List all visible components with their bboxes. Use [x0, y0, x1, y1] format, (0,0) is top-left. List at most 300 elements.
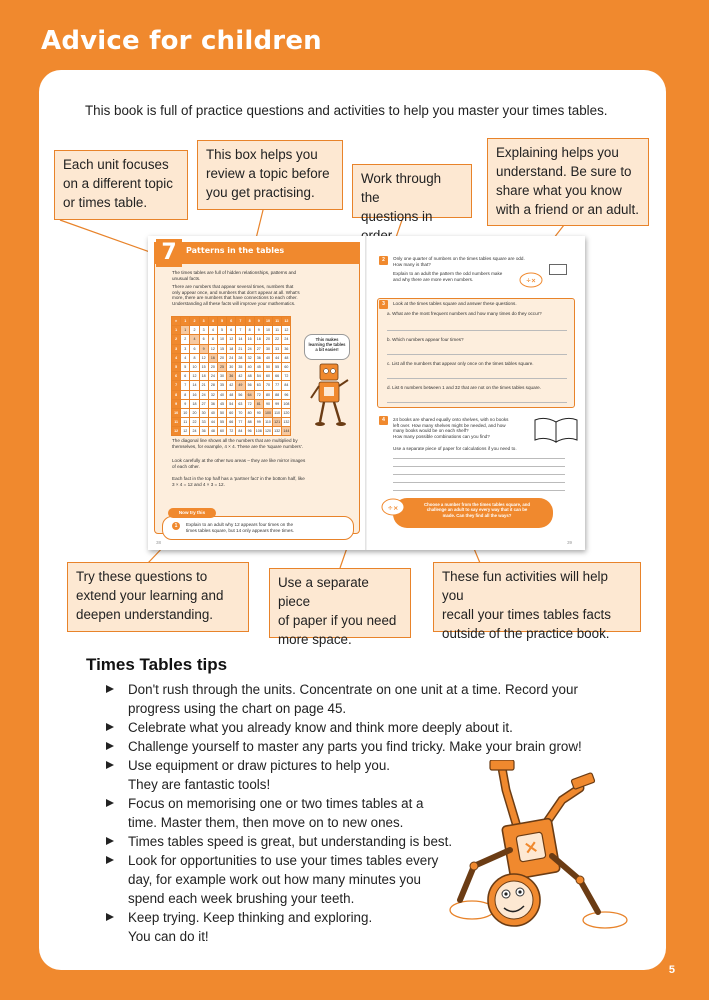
callout-line: These fun activities will help you: [442, 569, 608, 603]
grid-cell: 7: [181, 381, 190, 390]
tip-item: [106, 680, 596, 718]
grid-cell: 16: [245, 335, 254, 344]
grid-cell: 72: [282, 372, 291, 381]
grid-cell: 10: [190, 362, 199, 371]
grid-cell: 55: [217, 418, 226, 427]
callout-line: Each unit focuses: [63, 157, 169, 172]
grid-cell: 3: [199, 326, 208, 335]
now-try-text: [186, 522, 346, 533]
answer-line: [393, 466, 565, 467]
grid-cell: 2: [190, 317, 199, 326]
sample-line: only appear once, and numbers that don't appear at all. What's: [172, 289, 300, 295]
grid-cell: 42: [236, 372, 245, 381]
svg-text:÷×: ÷×: [387, 504, 399, 512]
grid-cell: 60: [227, 408, 236, 417]
grid-cell: 110: [273, 408, 282, 417]
grid-cell: 21: [199, 381, 208, 390]
grid-cell: 50: [217, 408, 226, 417]
grid-cell: 30: [217, 372, 226, 381]
sample-line: Explain to an adult why 12 appears four times on the: [186, 522, 293, 527]
sample-line: Understanding all these facts will improve your mathematics.: [172, 300, 296, 306]
grid-cell: 4: [208, 317, 217, 326]
grid-cell: 54: [254, 372, 263, 381]
answer-line: [387, 402, 567, 403]
q2-answer-box: [549, 264, 567, 275]
grid-cell: 12: [282, 326, 291, 335]
sample-right-page: [367, 236, 585, 550]
tip-line: time. Master them, then move on to new ones.: [128, 815, 404, 830]
grid-cell: 36: [282, 344, 291, 353]
right-page-number: 39: [567, 540, 573, 545]
sample-line: more, there are numbers that have connections to each other.: [172, 295, 298, 301]
sample-left-page: [148, 236, 366, 550]
grid-row: [172, 390, 291, 399]
grid-cell: 64: [245, 390, 254, 399]
grid-cell: 36: [199, 427, 208, 436]
answer-line: [387, 330, 567, 331]
grid-cell: 35: [217, 381, 226, 390]
grid-cell: 33: [273, 344, 282, 353]
now-try-number: 1: [172, 522, 180, 530]
q3-intro: Look at the times tables square and answer these questions.: [393, 301, 517, 306]
q3d: d. List 6 numbers between 1 and 32 that are not on the times tables square.: [387, 385, 541, 390]
grid-cell: 33: [199, 418, 208, 427]
times-tables-square: [171, 316, 291, 436]
robot-speech-bubble: [304, 334, 350, 360]
grid-cell: 2: [190, 326, 199, 335]
callout-fun: [433, 562, 641, 641]
grid-cell: 8: [181, 390, 190, 399]
grid-cell: 40: [263, 353, 272, 362]
tip-line: spend each week brushing your teeth.: [128, 891, 355, 906]
tip-item: [106, 737, 596, 756]
bubble-line: a bit easier!: [315, 347, 339, 352]
grid-cell: 44: [273, 353, 282, 362]
grid-row: [172, 344, 291, 353]
grid-cell: 90: [254, 408, 263, 417]
grid-cell: 3: [181, 344, 190, 353]
explain-badge-icon: [519, 272, 543, 288]
callout-line: review a topic before: [206, 166, 330, 181]
grid-cell: 14: [236, 335, 245, 344]
grid-cell: 24: [227, 353, 236, 362]
callout-line: Explaining helps you: [496, 145, 619, 160]
grid-cell: 8: [245, 326, 254, 335]
grid-cell: 18: [227, 344, 236, 353]
grid-cell: 25: [217, 362, 226, 371]
callout-line: recall your times tables facts: [442, 607, 611, 622]
answer-line: [393, 458, 565, 459]
grid-cell: 22: [190, 418, 199, 427]
grid-cell: 48: [282, 353, 291, 362]
grid-cell: 9: [181, 399, 190, 408]
callout-line: you get practising.: [206, 185, 315, 200]
grid-cell: 90: [263, 399, 272, 408]
grid-cell: 12: [282, 317, 291, 326]
callout-line: deepen understanding.: [76, 607, 213, 622]
grid-cell: 132: [273, 427, 282, 436]
callout-line: This box helps you: [206, 147, 318, 162]
bullet-arrow-icon: [106, 799, 114, 807]
grid-cell: 42: [227, 381, 236, 390]
grid-cell: 1: [172, 326, 181, 335]
grid-row: [172, 399, 291, 408]
grid-cell: 20: [208, 362, 217, 371]
bullet-arrow-icon: [106, 742, 114, 750]
grid-cell: 12: [208, 344, 217, 353]
bullet-arrow-icon: [106, 723, 114, 731]
fun-activity-text: [407, 502, 547, 518]
grid-cell: 110: [263, 418, 272, 427]
grid-cell: 27: [199, 399, 208, 408]
grid-cell: 18: [199, 372, 208, 381]
grid-cell: 72: [245, 399, 254, 408]
tip-line: They are fantastic tools!: [128, 777, 271, 792]
sample-line: unusual facts.: [172, 275, 201, 281]
grid-cell: 100: [263, 408, 272, 417]
bullet-arrow-icon: [106, 685, 114, 693]
page-title: Advice for children: [41, 26, 322, 56]
sample-line: The times tables are full of hidden relationships, patterns and: [172, 270, 297, 275]
bullet-arrow-icon: [106, 856, 114, 864]
grid-cell: 6: [190, 344, 199, 353]
sample-text: [172, 458, 354, 469]
grid-cell: 84: [282, 381, 291, 390]
grid-cell: 16: [190, 390, 199, 399]
grid-cell: 11: [273, 326, 282, 335]
now-try-label: Now try this: [168, 508, 216, 518]
sample-line: themselves, for example, 4 × 4. These are the 'square numbers'.: [172, 443, 304, 449]
callout-review: [197, 140, 343, 210]
grid-cell: 120: [263, 427, 272, 436]
grid-cell: 54: [227, 399, 236, 408]
grid-cell: 40: [245, 362, 254, 371]
grid-cell: 11: [273, 317, 282, 326]
svg-text:×: ×: [521, 835, 541, 860]
grid-cell: 35: [236, 362, 245, 371]
grid-cell: 45: [254, 362, 263, 371]
grid-cell: 7: [236, 317, 245, 326]
grid-cell: 6: [227, 317, 236, 326]
callout-line: questions in: [361, 209, 433, 224]
grid-cell: 1: [181, 326, 190, 335]
grid-cell: 5: [217, 326, 226, 335]
grid-cell: 12: [181, 427, 190, 436]
grid-row: [172, 381, 291, 390]
fun-badge-icon: [381, 498, 405, 516]
grid-row: [172, 362, 291, 371]
grid-cell: 3: [172, 344, 181, 353]
bullet-arrow-icon: [106, 761, 114, 769]
grid-cell: 96: [245, 427, 254, 436]
grid-cell: 81: [254, 399, 263, 408]
sample-line: Each fact in the top half has a 'partner fact' in the bottom half, like: [172, 476, 305, 481]
grid-cell: 56: [245, 381, 254, 390]
grid-cell: 48: [227, 390, 236, 399]
grid-row: [172, 317, 291, 326]
grid-cell: 60: [282, 362, 291, 371]
grid-row: [172, 427, 291, 436]
grid-cell: 5: [217, 317, 226, 326]
grid-cell: 10: [263, 326, 272, 335]
grid-cell: 11: [172, 418, 181, 427]
sample-line: times tables square, but 14 only appears three times.: [186, 527, 295, 533]
grid-cell: 55: [273, 362, 282, 371]
grid-cell: 22: [273, 335, 282, 344]
bubble-line: This makes: [315, 337, 339, 342]
q4-number: 4: [379, 416, 388, 425]
grid-cell: 10: [217, 335, 226, 344]
bullet-arrow-icon: [106, 837, 114, 845]
q4-text: [393, 417, 533, 439]
grid-cell: 72: [227, 427, 236, 436]
grid-cell: 15: [199, 362, 208, 371]
grid-cell: 12: [172, 427, 181, 436]
grid-cell: ×: [172, 317, 181, 326]
grid-cell: 24: [190, 427, 199, 436]
grid-cell: 7: [236, 326, 245, 335]
grid-cell: 66: [273, 372, 282, 381]
grid-cell: 32: [245, 353, 254, 362]
grid-cell: 8: [208, 335, 217, 344]
tip-line: Times tables speed is great, but understanding is best.: [128, 834, 453, 849]
answer-line: [393, 482, 565, 483]
answer-line: [387, 378, 567, 379]
grid-cell: 20: [217, 353, 226, 362]
tip-line: Challenge yourself to master any parts you find tricky. Make your brain grow!: [128, 739, 582, 754]
grid-row: [172, 372, 291, 381]
left-page-number: 38: [156, 540, 162, 545]
grid-cell: 40: [208, 408, 217, 417]
grid-cell: 24: [199, 390, 208, 399]
grid-cell: 6: [172, 372, 181, 381]
grid-cell: 21: [236, 344, 245, 353]
callout-line: understand. Be sure to: [496, 164, 632, 179]
grid-cell: 9: [199, 344, 208, 353]
grid-cell: 36: [208, 399, 217, 408]
grid-cell: 12: [190, 372, 199, 381]
grid-cell: 16: [208, 353, 217, 362]
sample-line: 3 × 4 = 12 and 4 × 3 = 12.: [172, 481, 225, 487]
sample-line: challenge an adult to say every way that it can be: [426, 507, 528, 513]
sample-line: Explain to an adult the pattern the odd numbers make: [393, 271, 503, 277]
callout-line: extend your learning and: [76, 588, 224, 603]
grid-cell: 108: [282, 399, 291, 408]
grid-cell: 7: [172, 381, 181, 390]
grid-cell: 9: [254, 326, 263, 335]
book-icon: [533, 414, 579, 444]
sample-text: [172, 284, 352, 306]
grid-cell: 60: [217, 427, 226, 436]
grid-cell: 44: [208, 418, 217, 427]
grid-row: [172, 408, 291, 417]
grid-cell: 66: [227, 418, 236, 427]
grid-cell: 36: [227, 372, 236, 381]
grid-cell: 24: [208, 372, 217, 381]
sample-spread-image: [148, 236, 585, 550]
answer-line: [387, 354, 567, 355]
callout-explain: [487, 138, 649, 226]
tip-item: [106, 718, 596, 737]
grid-cell: 12: [227, 335, 236, 344]
tips-heading: Times Tables tips: [86, 655, 228, 674]
grid-cell: 4: [208, 326, 217, 335]
grid-cell: 80: [245, 408, 254, 417]
page-number: 5: [668, 964, 675, 976]
sample-text: [172, 270, 352, 281]
grid-cell: 63: [236, 399, 245, 408]
grid-cell: 48: [208, 427, 217, 436]
sample-line: 24 books are shared equally onto shelves, with no books: [393, 417, 509, 422]
sample-line: and why there are more even numbers.: [393, 276, 474, 282]
sample-line: Choose a number from the times tables square, and: [423, 502, 530, 507]
grid-cell: 50: [263, 362, 272, 371]
grid-cell: 20: [263, 335, 272, 344]
tip-line: Keep trying. Keep thinking and exploring.: [128, 910, 373, 925]
sample-line: How many possible combinations can you find?: [393, 433, 490, 439]
grid-cell: 3: [199, 317, 208, 326]
sample-unit-number: 7: [156, 239, 182, 267]
grid-cell: 77: [273, 381, 282, 390]
tip-line: progress using the chart on page 45.: [128, 701, 347, 716]
callout-line: share what you know: [496, 183, 622, 198]
grid-cell: 18: [190, 399, 199, 408]
grid-cell: 24: [245, 344, 254, 353]
grid-cell: 40: [217, 390, 226, 399]
callout-line: on a different topic: [63, 176, 173, 191]
sample-line: Look carefully at the other two areas – they are like mirror images: [172, 458, 306, 463]
grid-cell: 6: [199, 335, 208, 344]
grid-cell: 70: [236, 408, 245, 417]
tip-line: Don't rush through the units. Concentrate on one unit at a time. Record your: [128, 682, 578, 697]
sample-unit-title: Patterns in the tables: [186, 246, 285, 255]
grid-cell: 99: [273, 399, 282, 408]
tip-line: Focus on memorising one or two times tables at a: [128, 796, 424, 811]
grid-cell: 11: [181, 418, 190, 427]
q3-number: 3: [379, 300, 388, 309]
grid-cell: 28: [208, 381, 217, 390]
grid-cell: 2: [181, 335, 190, 344]
grid-cell: 56: [236, 390, 245, 399]
grid-cell: 6: [227, 326, 236, 335]
callout-unit: [54, 150, 188, 220]
grid-cell: 32: [208, 390, 217, 399]
q4-note: Use a separate piece of paper for calculations if you need to.: [393, 446, 517, 451]
grid-cell: 48: [245, 372, 254, 381]
bubble-line: learning the tables: [308, 342, 346, 347]
grid-cell: 18: [254, 335, 263, 344]
grid-cell: 88: [273, 390, 282, 399]
grid-row: [172, 353, 291, 362]
callout-line: outside of the practice book.: [442, 626, 610, 641]
grid-cell: 5: [172, 362, 181, 371]
grid-row: [172, 335, 291, 344]
bullet-arrow-icon: [106, 913, 114, 921]
grid-row: [172, 418, 291, 427]
grid-cell: 80: [263, 390, 272, 399]
tip-line: Look for opportunities to use your times tables every: [128, 853, 439, 868]
sample-line: made. Can they find all the ways?: [442, 512, 512, 518]
grid-cell: 20: [190, 408, 199, 417]
callout-order: [352, 164, 472, 224]
grid-cell: 30: [199, 408, 208, 417]
tip-line: Celebrate what you already know and think more deeply about it.: [128, 720, 513, 735]
grid-cell: 120: [282, 408, 291, 417]
grid-cell: 10: [263, 317, 272, 326]
grid-cell: 6: [181, 372, 190, 381]
grid-cell: 60: [263, 372, 272, 381]
grid-cell: 99: [254, 418, 263, 427]
grid-cell: 121: [273, 418, 282, 427]
small-robot-icon: [308, 358, 352, 428]
grid-cell: 88: [245, 418, 254, 427]
grid-cell: 9: [172, 399, 181, 408]
grid-cell: 12: [199, 353, 208, 362]
callout-line: Work through the: [361, 171, 442, 205]
callout-try: [67, 562, 249, 632]
grid-cell: 36: [254, 353, 263, 362]
tip-line: Use equipment or draw pictures to help you.: [128, 758, 391, 773]
sample-line: Only one quarter of numbers on the times tables square are odd.: [393, 256, 525, 261]
grid-row: [172, 326, 291, 335]
answer-line: [393, 490, 565, 491]
grid-cell: 4: [181, 353, 190, 362]
callout-paper: [269, 568, 411, 647]
grid-cell: 8: [172, 390, 181, 399]
grid-cell: 70: [263, 381, 272, 390]
grid-cell: 30: [227, 362, 236, 371]
q3a: a. What are the most frequent numbers and how many times do they occur?: [387, 311, 542, 316]
svg-text:÷×: ÷×: [525, 277, 537, 285]
grid-cell: 84: [236, 427, 245, 436]
grid-cell: 9: [254, 317, 263, 326]
q2-number: 2: [379, 256, 388, 265]
sample-text: [172, 438, 354, 449]
cartwheel-robot-icon: [440, 760, 640, 950]
callout-line: or times table.: [63, 195, 148, 210]
sample-line: The diagonal line shows all the numbers that are multiplied by: [172, 438, 298, 443]
grid-cell: 144: [282, 427, 291, 436]
grid-cell: 96: [282, 390, 291, 399]
tip-line: You can do it!: [128, 929, 209, 944]
grid-cell: 24: [282, 335, 291, 344]
grid-cell: 8: [190, 353, 199, 362]
grid-cell: 30: [263, 344, 272, 353]
callout-line: with a friend or an adult.: [496, 202, 639, 217]
callout-line: Try these questions to: [76, 569, 208, 584]
sample-line: How many is that?: [393, 261, 431, 267]
q3b: b. Which numbers appear four times?: [387, 337, 464, 342]
grid-cell: 45: [217, 399, 226, 408]
intro-text: This book is full of practice questions and activities to help you master your times tables.: [85, 103, 608, 118]
callout-line: more space.: [278, 632, 352, 647]
grid-cell: 15: [217, 344, 226, 353]
grid-cell: 27: [254, 344, 263, 353]
grid-cell: 14: [190, 381, 199, 390]
grid-cell: 10: [181, 408, 190, 417]
grid-cell: 72: [254, 390, 263, 399]
callout-line: of paper if you need: [278, 613, 397, 628]
q3c: c. List all the numbers that appear only once on the times tables square.: [387, 361, 534, 366]
grid-cell: 77: [236, 418, 245, 427]
grid-cell: 108: [254, 427, 263, 436]
grid-cell: 10: [172, 408, 181, 417]
grid-cell: 2: [172, 335, 181, 344]
sample-line: There are numbers that appear several times, numbers that: [172, 284, 294, 289]
sample-text: [172, 476, 354, 487]
grid-cell: 4: [172, 353, 181, 362]
grid-cell: 28: [236, 353, 245, 362]
